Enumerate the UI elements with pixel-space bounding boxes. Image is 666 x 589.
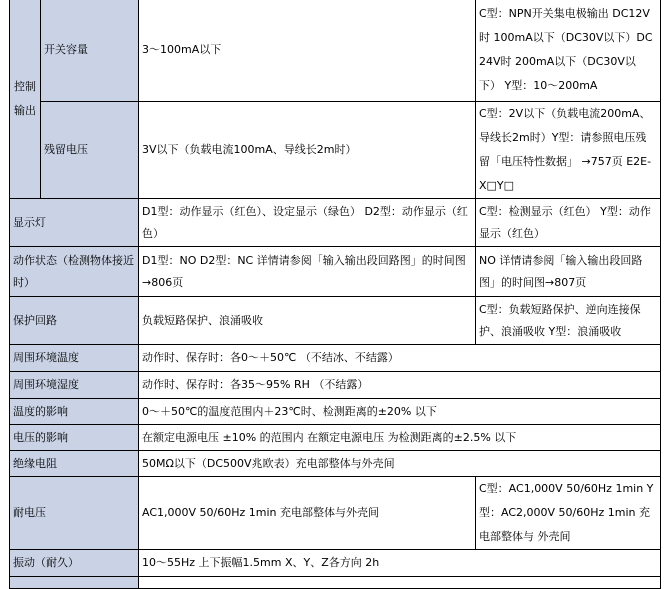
ambient-humidity-value: 动作时、保存时：各35～95% RH （不结露）	[139, 372, 661, 399]
switch-capacity-note: C型：NPN开关集电极输出 DC12V时 100mA以下（DC30V以下）DC24V时 200mA以下（DC30V以下） Y型：10～200mA	[476, 0, 661, 102]
vibration-value: 10～55Hz 上下振幅1.5mm X、Y、Z各方向 2h	[139, 550, 661, 577]
ambient-humidity-label: 周围环境湿度	[10, 372, 139, 399]
operation-state-note: NO 详情请参阅「输入输出段回路图」的时间图→807页	[476, 247, 661, 297]
vibration-label: 振动（耐久）	[10, 550, 139, 577]
insulation-value: 50MΩ以下（DC500V兆欧表）充电部整体与外壳间	[139, 451, 661, 477]
table-row	[10, 577, 661, 589]
table-row	[10, 399, 661, 425]
switch-capacity-value: 3～100mA以下	[139, 0, 476, 102]
residual-voltage-note: C型：2V以下（负载电流200mA、导线长2m时）Y型：请参照电压残留「电压特性数据」 →757页 E2E-X□Y□	[476, 102, 661, 199]
indicator-note: C型：检测显示（红色） Y型：动作显示（红色）	[476, 199, 661, 247]
voltage-influence-value: 在额定电源电压 ±10% 的范围内 在额定电源电压 为检测距离的±2.5% 以下	[139, 425, 661, 451]
residual-voltage-label: 残留电压	[41, 102, 139, 199]
table-row	[10, 199, 661, 247]
operation-state-value: D1型：NO D2型：NC 详情请参阅「输入输出段回路图」的时间图→806页	[139, 247, 476, 297]
next-row-label	[10, 577, 139, 589]
voltage-influence-label: 电压的影响	[10, 425, 139, 451]
temp-influence-label: 温度的影响	[10, 399, 139, 425]
indicator-label: 显示灯	[10, 199, 139, 247]
insulation-label: 绝缘电阻	[10, 451, 139, 477]
table-row	[10, 297, 661, 345]
ambient-temp-value: 动作时、保存时：各0～＋50℃ （不结冰、不结露）	[139, 345, 661, 372]
indicator-value: D1型：动作显示（红色）、设定显示（绿色） D2型：动作显示（红色）	[139, 199, 476, 247]
withstand-voltage-value: AC1,000V 50/60Hz 1min 充电部整体与外壳间	[139, 477, 476, 550]
operation-state-label: 动作状态（检测物体接近时）	[10, 247, 139, 297]
protection-label: 保护回路	[10, 297, 139, 345]
table-row	[10, 550, 661, 577]
table-row	[10, 372, 661, 399]
ambient-temp-label: 周围环境温度	[10, 345, 139, 372]
table-row	[10, 477, 661, 550]
control-output-group-label: 控制输出	[10, 0, 41, 199]
table-row	[10, 425, 661, 451]
temp-influence-value: 0～＋50℃的温度范围内＋23℃时、检测距离的±20% 以下	[139, 399, 661, 425]
table-row	[10, 102, 661, 199]
protection-note: C型：负载短路保护、逆向连接保护、浪涌吸收 Y型：浪涌吸收	[476, 297, 661, 345]
table-row	[10, 345, 661, 372]
switch-capacity-label: 开关容量	[41, 0, 139, 102]
table-row	[10, 451, 661, 477]
next-row-value	[139, 577, 661, 589]
table-row	[10, 247, 661, 297]
spec-table	[9, 0, 661, 589]
withstand-voltage-note: C型：AC1,000V 50/60Hz 1min Y型：AC2,000V 50/60Hz 1min 充电部整体与 外壳间	[476, 477, 661, 550]
protection-value: 负载短路保护、浪涌吸收	[139, 297, 476, 345]
table-row	[10, 0, 661, 102]
residual-voltage-value: 3V以下（负载电流100mA、导线长2m时）	[139, 102, 476, 199]
withstand-voltage-label: 耐电压	[10, 477, 139, 550]
